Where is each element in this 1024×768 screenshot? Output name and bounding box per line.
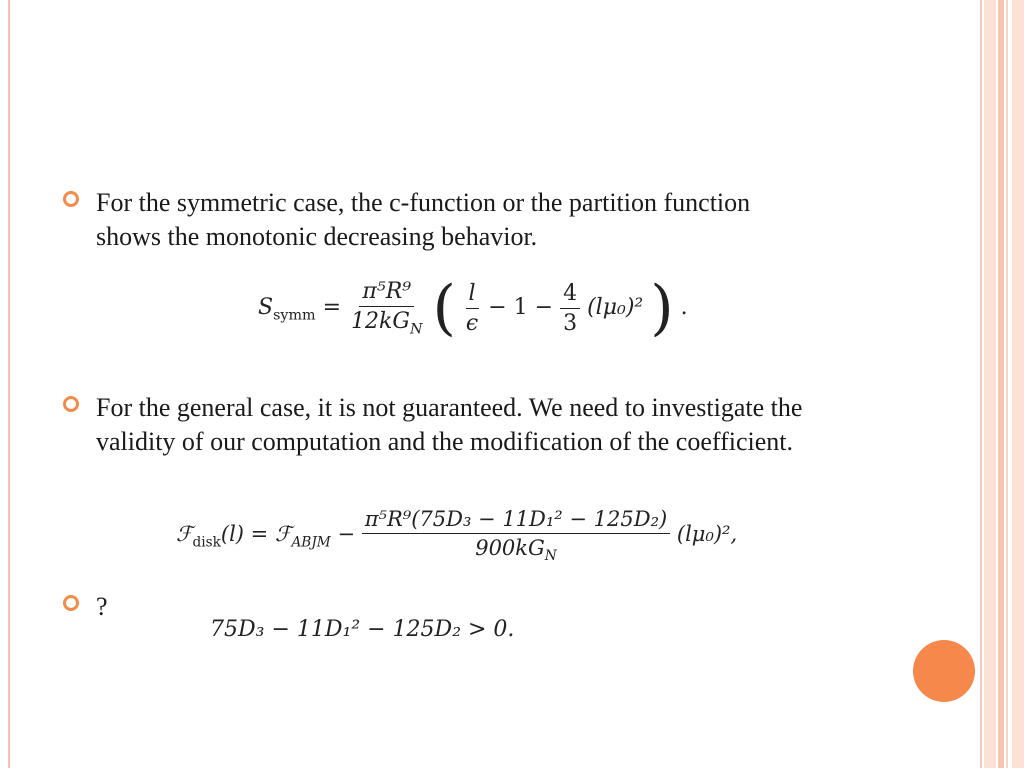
eq-paren: ) bbox=[650, 273, 674, 343]
eq-term: (lμ₀)² bbox=[587, 295, 644, 320]
bullet-item-general bbox=[63, 391, 816, 459]
eq-numerator: 4 bbox=[560, 281, 580, 309]
bullet-item-symmetric bbox=[63, 186, 816, 254]
eq-numerator: π⁵R⁹ bbox=[359, 279, 414, 307]
eq-paren: ( bbox=[432, 273, 456, 343]
eq-term: (lμ₀)², bbox=[676, 522, 738, 547]
equation-disk-free-energy bbox=[176, 507, 737, 564]
eq-fraction bbox=[463, 281, 481, 336]
eq-term: . bbox=[680, 295, 688, 320]
eq-fraction bbox=[348, 279, 425, 337]
eq-subscript: N bbox=[544, 548, 557, 565]
eq-numerator: l bbox=[466, 281, 479, 309]
left-border-rule bbox=[8, 0, 10, 768]
eq-term: − 1 − bbox=[488, 295, 554, 320]
equation-condition: 75D₃ − 11D₁² − 125D₂ > 0. bbox=[210, 617, 515, 642]
bullet-text: For the general case, it is not guaranteed. We need to investigate the validity of our computation and the modification of the coefficient. bbox=[96, 393, 803, 456]
orange-circle-decoration bbox=[913, 640, 975, 702]
eq-denominator: ϵ bbox=[465, 310, 479, 336]
eq-symbol: S bbox=[258, 295, 274, 320]
decor-strip bbox=[984, 0, 996, 768]
ring-bullet-icon bbox=[63, 595, 79, 611]
eq-subscript: disk bbox=[192, 534, 221, 551]
eq-operator: = bbox=[322, 295, 342, 320]
eq-subscript: symm bbox=[273, 307, 316, 324]
eq-denominator: 900kG bbox=[475, 536, 545, 560]
decor-strip bbox=[980, 0, 982, 768]
ring-bullet-icon bbox=[63, 396, 79, 412]
eq-term: (l) = ℱ bbox=[220, 522, 292, 547]
eq-operator: − bbox=[337, 522, 356, 547]
equation-symmetric-entropy bbox=[258, 273, 688, 343]
bullet-text: ? bbox=[96, 592, 108, 621]
eq-denominator: 3 bbox=[563, 310, 578, 336]
decor-strip bbox=[998, 0, 1004, 768]
ring-bullet-icon bbox=[63, 191, 79, 207]
eq-numerator: π⁵R⁹(75D₃ − 11D₁² − 125D₂) bbox=[362, 507, 670, 534]
decor-strip bbox=[1006, 0, 1008, 768]
eq-subscript: N bbox=[409, 321, 423, 338]
bullet-text: For the symmetric case, the c-function or the partition function shows the monotonic decreasing behavior. bbox=[96, 188, 751, 251]
eq-fraction bbox=[362, 507, 670, 564]
eq-fraction bbox=[560, 281, 580, 336]
bullet-item-question bbox=[63, 590, 108, 624]
eq-denominator: 12kG bbox=[351, 308, 410, 334]
eq-subscript: ABJM bbox=[291, 534, 331, 551]
right-decorative-strips bbox=[980, 0, 1024, 768]
decor-strip bbox=[1012, 0, 1024, 768]
eq-symbol: ℱ bbox=[176, 522, 193, 547]
